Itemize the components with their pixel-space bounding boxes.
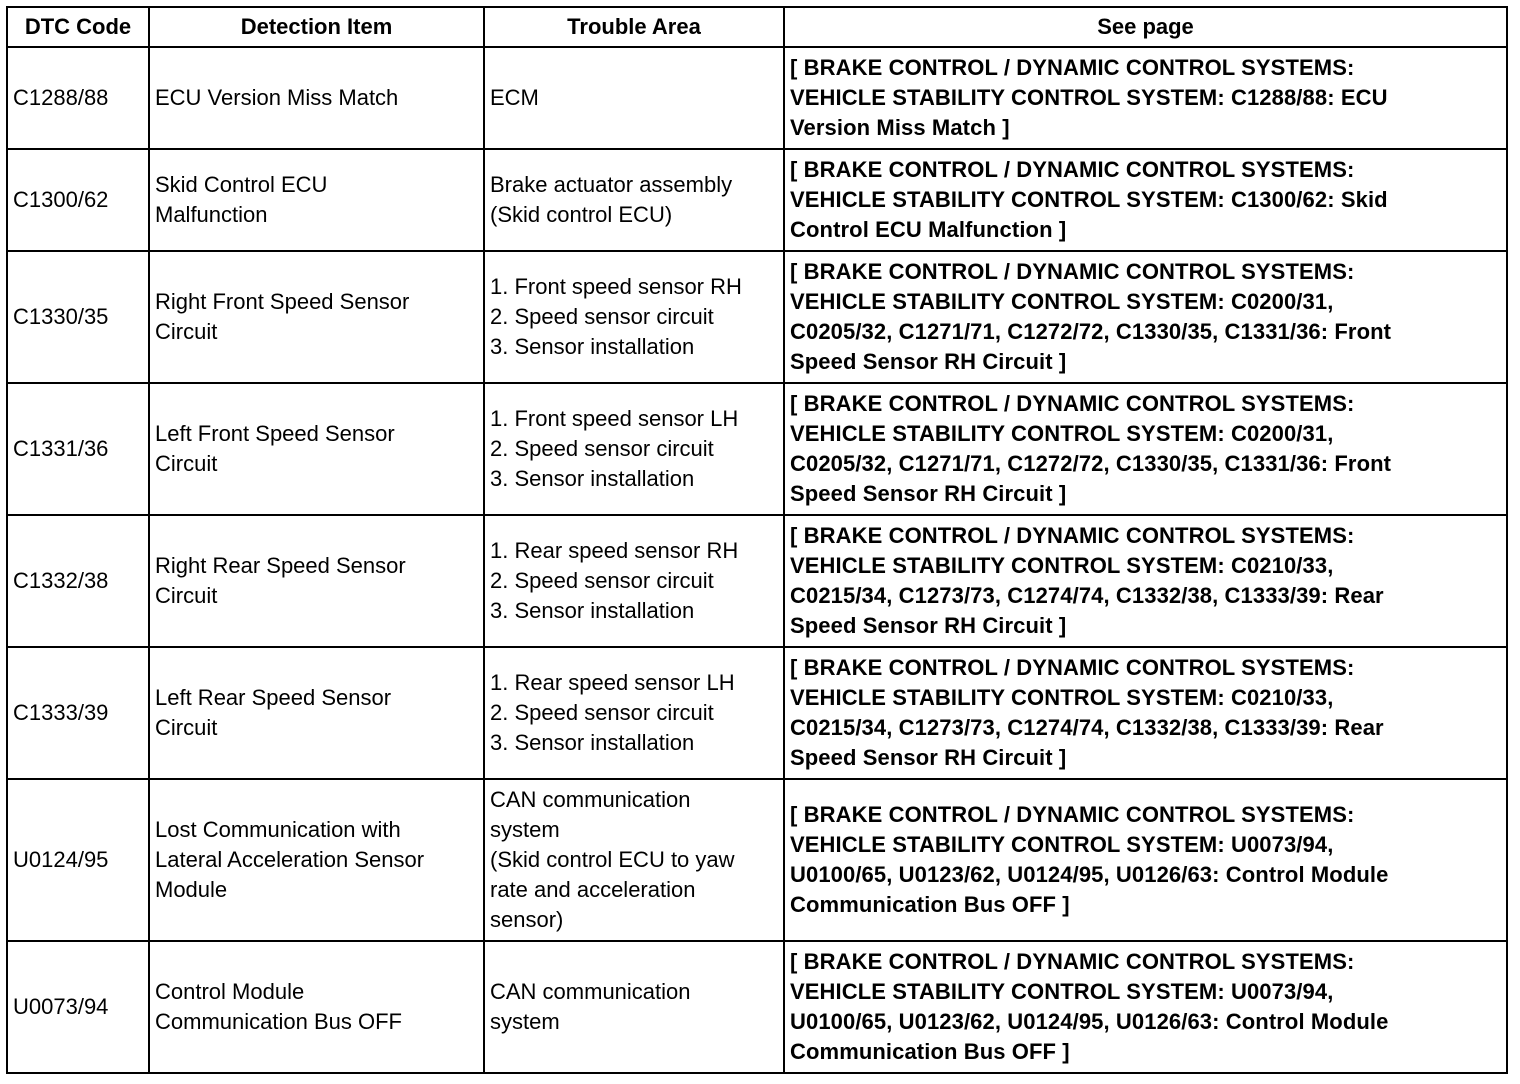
detection-item-cell-line: Control Module — [155, 979, 305, 1004]
see-page-cell-line: Speed Sensor RH Circuit ] — [790, 745, 1067, 770]
trouble-area-cell-line: system — [490, 817, 560, 842]
trouble-area-cell-line: 3. Sensor installation — [490, 334, 695, 359]
dtc-table — [6, 6, 1508, 1074]
see-page-cell-line: Speed Sensor RH Circuit ] — [790, 613, 1067, 638]
trouble-area-cell-line: sensor) — [490, 907, 564, 932]
table-row — [7, 251, 1507, 383]
see-page-cell-line: [ BRAKE CONTROL / DYNAMIC CONTROL SYSTEMS: — [790, 259, 1355, 284]
see-page-cell-line: [ BRAKE CONTROL / DYNAMIC CONTROL SYSTEMS: — [790, 391, 1355, 416]
trouble-area-cell-line: rate and acceleration — [490, 877, 696, 902]
trouble-area-cell-line: CAN communication — [490, 787, 691, 812]
trouble-area-cell-line: 3. Sensor installation — [490, 598, 695, 623]
detection-item-cell — [149, 383, 484, 515]
table-row — [7, 647, 1507, 779]
detection-item-cell-line: Circuit — [155, 715, 218, 740]
see-page-cell — [784, 515, 1507, 647]
table-row — [7, 941, 1507, 1073]
dtc-code-cell: U0124/95 — [7, 779, 149, 941]
dtc-code-cell: C1332/38 — [7, 515, 149, 647]
trouble-area-cell-line: 2. Speed sensor circuit — [490, 700, 714, 725]
see-page-cell-line: Control ECU Malfunction ] — [790, 217, 1067, 242]
see-page-cell-line: C0205/32, C1271/71, C1272/72, C1330/35, C1331/36: Front — [790, 451, 1392, 476]
dtc-code-cell: C1333/39 — [7, 647, 149, 779]
detection-item-cell-line: Malfunction — [155, 202, 268, 227]
trouble-area-cell-line: Brake actuator assembly — [490, 172, 733, 197]
see-page-cell — [784, 941, 1507, 1073]
see-page-cell-line: [ BRAKE CONTROL / DYNAMIC CONTROL SYSTEMS: — [790, 55, 1355, 80]
header-dtc-code: DTC Code — [7, 7, 149, 47]
dtc-code-cell: C1288/88 — [7, 47, 149, 149]
dtc-code-cell: C1331/36 — [7, 383, 149, 515]
header-see-page: See page — [784, 7, 1507, 47]
detection-item-cell — [149, 47, 484, 149]
table-body — [7, 47, 1507, 1073]
trouble-area-cell-line: 1. Front speed sensor RH — [490, 274, 742, 299]
trouble-area-cell-line: 1. Rear speed sensor LH — [490, 670, 735, 695]
table-row — [7, 383, 1507, 515]
trouble-area-cell — [484, 251, 784, 383]
table-row — [7, 47, 1507, 149]
see-page-cell-line: U0100/65, U0123/62, U0124/95, U0126/63: Control Module — [790, 862, 1389, 887]
see-page-cell-line: VEHICLE STABILITY CONTROL SYSTEM: U0073/94, — [790, 832, 1334, 857]
see-page-cell — [784, 149, 1507, 251]
trouble-area-cell-line: 3. Sensor installation — [490, 466, 695, 491]
table-row — [7, 779, 1507, 941]
see-page-cell-line: [ BRAKE CONTROL / DYNAMIC CONTROL SYSTEMS: — [790, 655, 1355, 680]
detection-item-cell-line: Circuit — [155, 319, 218, 344]
table-row — [7, 149, 1507, 251]
dtc-code-cell: U0073/94 — [7, 941, 149, 1073]
trouble-area-cell-line: 2. Speed sensor circuit — [490, 304, 714, 329]
detection-item-cell-line: Module — [155, 877, 228, 902]
detection-item-cell-line: Right Front Speed Sensor — [155, 289, 410, 314]
detection-item-cell — [149, 779, 484, 941]
trouble-area-cell-line: 1. Front speed sensor LH — [490, 406, 739, 431]
detection-item-cell-line: Lateral Acceleration Sensor — [155, 847, 425, 872]
trouble-area-cell-line: 1. Rear speed sensor RH — [490, 538, 739, 563]
see-page-cell-line: VEHICLE STABILITY CONTROL SYSTEM: C0200/31, — [790, 421, 1334, 446]
detection-item-cell — [149, 251, 484, 383]
detection-item-cell — [149, 149, 484, 251]
detection-item-cell-line: Circuit — [155, 583, 218, 608]
trouble-area-cell — [484, 47, 784, 149]
see-page-cell-line: C0215/34, C1273/73, C1274/74, C1332/38, C1333/39: Rear — [790, 583, 1384, 608]
detection-item-cell-line: Right Rear Speed Sensor — [155, 553, 406, 578]
see-page-cell-line: [ BRAKE CONTROL / DYNAMIC CONTROL SYSTEMS: — [790, 157, 1355, 182]
trouble-area-cell-line: (Skid control ECU to yaw — [490, 847, 735, 872]
see-page-cell-line: VEHICLE STABILITY CONTROL SYSTEM: U0073/94, — [790, 979, 1334, 1004]
see-page-cell-line: Version Miss Match ] — [790, 115, 1010, 140]
detection-item-cell-line: Communication Bus OFF — [155, 1009, 402, 1034]
detection-item-cell-line: Left Rear Speed Sensor — [155, 685, 392, 710]
trouble-area-cell — [484, 515, 784, 647]
see-page-cell-line: Communication Bus OFF ] — [790, 1039, 1070, 1064]
dtc-code-cell: C1330/35 — [7, 251, 149, 383]
trouble-area-cell — [484, 779, 784, 941]
see-page-cell-line: [ BRAKE CONTROL / DYNAMIC CONTROL SYSTEMS: — [790, 802, 1355, 827]
see-page-cell-line: Speed Sensor RH Circuit ] — [790, 481, 1067, 506]
detection-item-cell — [149, 941, 484, 1073]
trouble-area-cell — [484, 647, 784, 779]
detection-item-cell — [149, 647, 484, 779]
trouble-area-cell — [484, 149, 784, 251]
trouble-area-cell-line: CAN communication — [490, 979, 691, 1004]
trouble-area-cell-line: ECM — [490, 85, 539, 110]
detection-item-cell-line: Lost Communication with — [155, 817, 401, 842]
header-detection-item: Detection Item — [149, 7, 484, 47]
see-page-cell-line: VEHICLE STABILITY CONTROL SYSTEM: C1288/88: ECU — [790, 85, 1388, 110]
see-page-cell — [784, 647, 1507, 779]
trouble-area-cell-line: (Skid control ECU) — [490, 202, 673, 227]
see-page-cell — [784, 383, 1507, 515]
trouble-area-cell-line: 2. Speed sensor circuit — [490, 568, 714, 593]
see-page-cell-line: [ BRAKE CONTROL / DYNAMIC CONTROL SYSTEMS: — [790, 949, 1355, 974]
see-page-cell — [784, 779, 1507, 941]
see-page-cell-line: VEHICLE STABILITY CONTROL SYSTEM: C0210/33, — [790, 553, 1334, 578]
see-page-cell-line: [ BRAKE CONTROL / DYNAMIC CONTROL SYSTEMS: — [790, 523, 1355, 548]
detection-item-cell-line: ECU Version Miss Match — [155, 85, 399, 110]
see-page-cell — [784, 47, 1507, 149]
trouble-area-cell — [484, 383, 784, 515]
trouble-area-cell-line: system — [490, 1009, 560, 1034]
trouble-area-cell-line: 3. Sensor installation — [490, 730, 695, 755]
header-trouble-area: Trouble Area — [484, 7, 784, 47]
trouble-area-cell-line: 2. Speed sensor circuit — [490, 436, 714, 461]
detection-item-cell-line: Circuit — [155, 451, 218, 476]
see-page-cell-line: C0215/34, C1273/73, C1274/74, C1332/38, C1333/39: Rear — [790, 715, 1384, 740]
see-page-cell-line: VEHICLE STABILITY CONTROL SYSTEM: C0200/31, — [790, 289, 1334, 314]
table-row — [7, 515, 1507, 647]
detection-item-cell-line: Left Front Speed Sensor — [155, 421, 395, 446]
see-page-cell-line: C0205/32, C1271/71, C1272/72, C1330/35, C1331/36: Front — [790, 319, 1392, 344]
table-header-row — [7, 7, 1507, 47]
see-page-cell-line: VEHICLE STABILITY CONTROL SYSTEM: C1300/62: Skid — [790, 187, 1388, 212]
detection-item-cell-line: Skid Control ECU — [155, 172, 328, 197]
see-page-cell-line: U0100/65, U0123/62, U0124/95, U0126/63: Control Module — [790, 1009, 1389, 1034]
trouble-area-cell — [484, 941, 784, 1073]
detection-item-cell — [149, 515, 484, 647]
dtc-code-cell: C1300/62 — [7, 149, 149, 251]
see-page-cell-line: Speed Sensor RH Circuit ] — [790, 349, 1067, 374]
see-page-cell-line: VEHICLE STABILITY CONTROL SYSTEM: C0210/33, — [790, 685, 1334, 710]
see-page-cell-line: Communication Bus OFF ] — [790, 892, 1070, 917]
see-page-cell — [784, 251, 1507, 383]
